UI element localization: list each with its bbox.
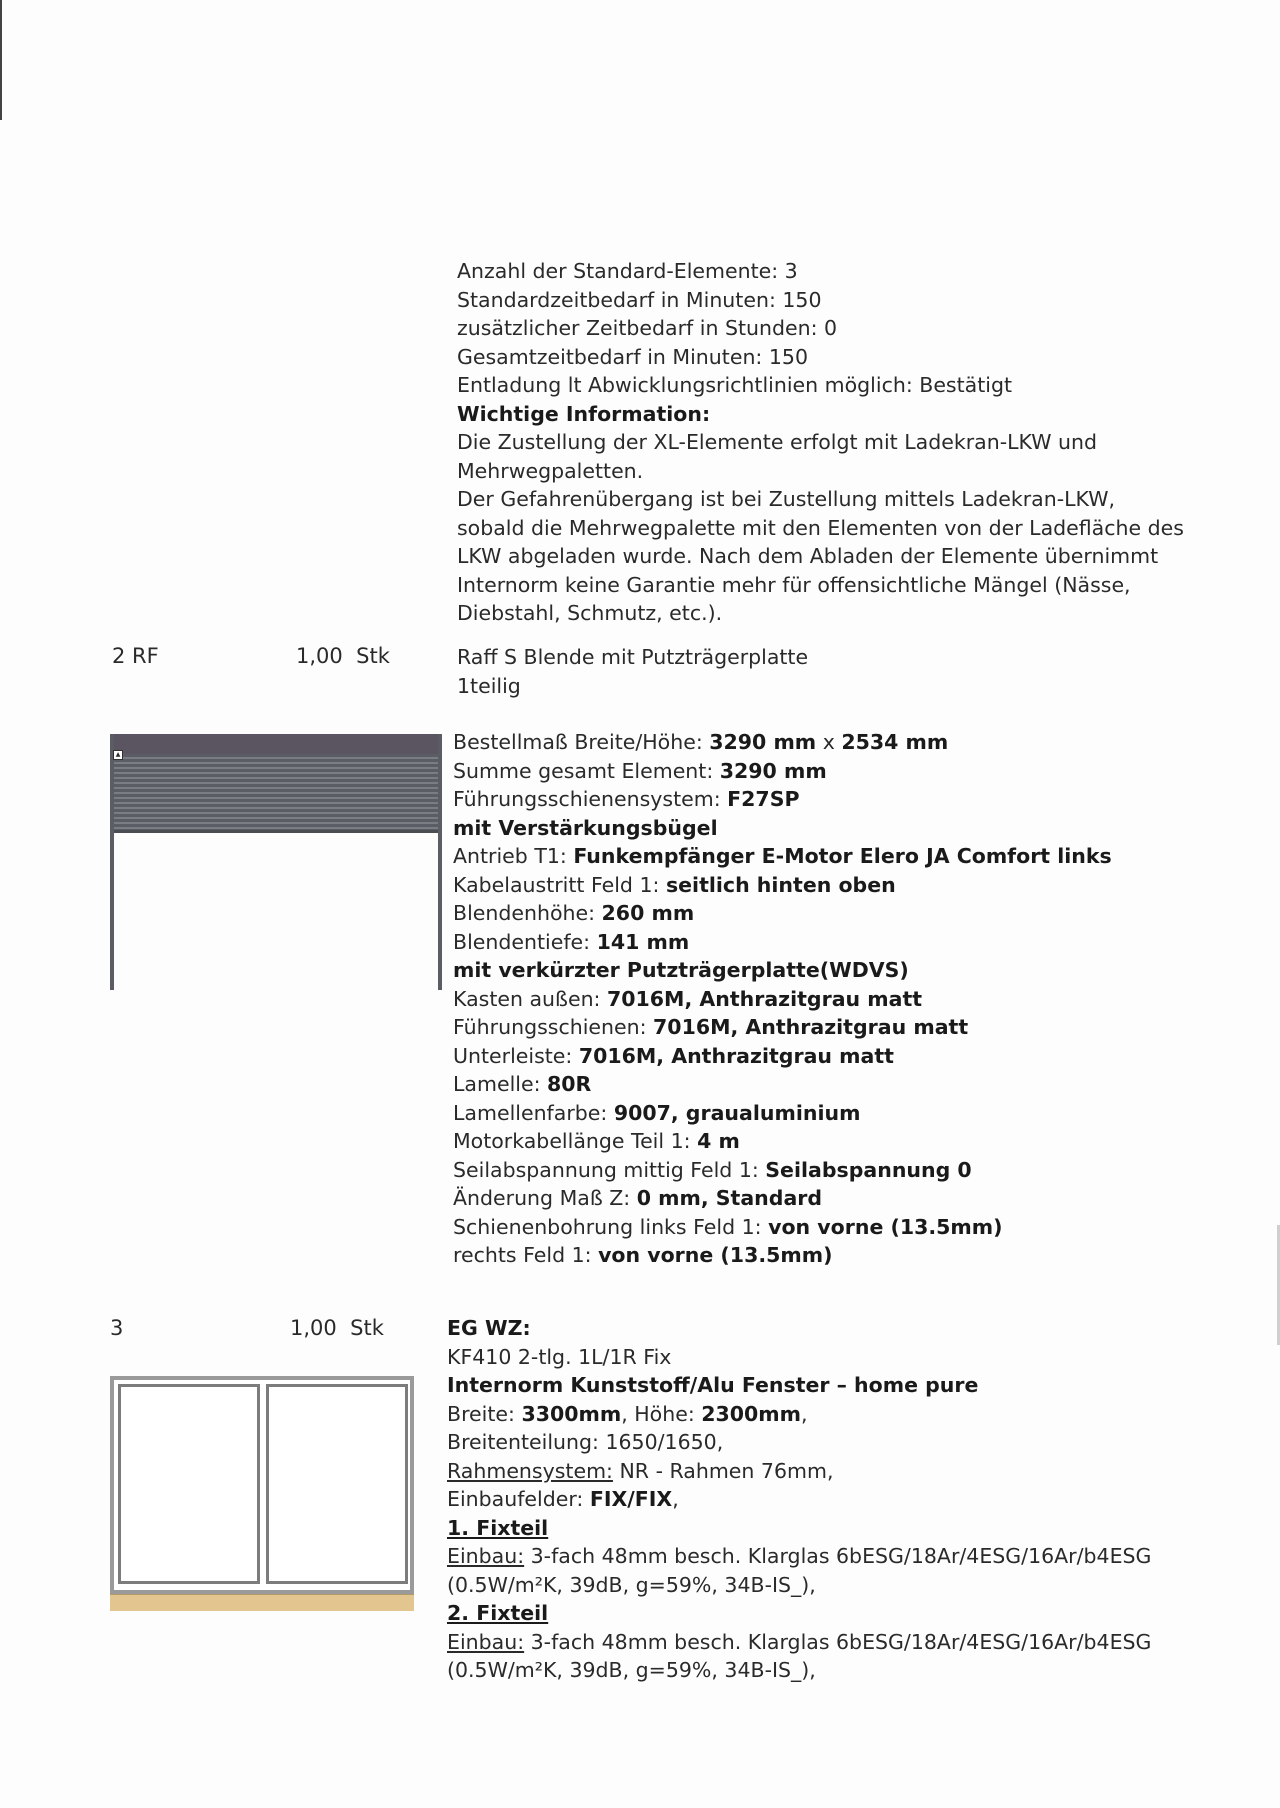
scan-edge-line — [0, 0, 2, 120]
spec-row: Unterleiste: 7016M, Anthrazitgrau matt — [453, 1043, 894, 1068]
item3-quantity — [290, 1316, 384, 1340]
info-line: Anzahl der Standard-Elemente: 3 — [457, 259, 798, 283]
item3-product: Internorm Kunststoff/Alu Fenster – home pure — [447, 1373, 979, 1397]
item3-einbau-1: Einbau: 3-fach 48mm besch. Klarglas 6bESG/18Ar/4ESG/16Ar/b4ESG — [447, 1544, 1152, 1568]
item3-dimensions: Breite: 3300mm, Höhe: 2300mm, — [447, 1401, 808, 1426]
spec-row: Antrieb T1: Funkempfänger E-Motor Elero JA Comfort links — [453, 844, 1112, 868]
spec-row: rechts Feld 1: von vorne (13.5mm) — [453, 1243, 833, 1267]
spec-row: Kabelaustritt Feld 1: seitlich hinten oben — [453, 872, 896, 897]
spec-row: Führungsschienensystem: F27SP — [453, 787, 800, 811]
shutter-guide-rail-left — [110, 734, 114, 990]
spec-row: Summe gesamt Element: 3290 mm — [453, 758, 827, 783]
item3-einbaufelder: Einbaufelder: FIX/FIX, — [447, 1487, 679, 1511]
shutter-drawing — [110, 734, 442, 990]
item2-title: Raff S Blende mit Putzträgerplatte — [457, 645, 809, 669]
item3-heading: EG WZ: — [447, 1316, 531, 1340]
info-line: Internorm keine Garantie mehr für offensichtliche Mängel (Nässe, — [457, 572, 1131, 597]
info-line: LKW abgeladen wurde. Nach dem Abladen der Elemente übernimmt — [457, 544, 1159, 568]
shutter-marker-icon: ▲ — [113, 750, 123, 760]
info-line: Gesamtzeitbedarf in Minuten: 150 — [457, 344, 808, 369]
window-drawing — [110, 1376, 414, 1610]
window-sill — [110, 1594, 414, 1611]
spec-row: Führungsschienen: 7016M, Anthrazitgrau matt — [453, 1015, 969, 1039]
spec-row: mit Verstärkungsbügel — [453, 815, 718, 840]
item3-specs — [447, 1314, 1151, 1685]
spec-row: mit verkürzter Putzträgerplatte(WDVS) — [453, 958, 909, 982]
item2-specs — [453, 728, 1112, 1270]
item2-subtitle: 1teilig — [457, 673, 521, 698]
info-line: Entladung lt Abwicklungsrichtlinien möglich: Bestätigt — [457, 373, 1013, 397]
item3-qty-unit: Stk — [350, 1316, 384, 1340]
info-line: Der Gefahrenübergang ist bei Zustellung mittels Ladekran-LKW, — [457, 487, 1116, 511]
info-line: Die Zustellung der XL-Elemente erfolgt mit Ladekran-LKW und — [457, 430, 1098, 454]
spec-row: Blendenhöhe: 260 mm — [453, 901, 695, 925]
spec-row: Schienenbohrung links Feld 1: von vorne (13.5mm) — [453, 1214, 1003, 1239]
shutter-box — [110, 734, 442, 754]
item2-quantity — [296, 644, 390, 668]
item3-einbau-1-line2: (0.5W/m²K, 39dB, g=59%, 34B-IS_), — [447, 1572, 816, 1597]
window-pane-right — [266, 1384, 408, 1584]
shutter-slats — [110, 754, 442, 830]
item3-qty-value: 1,00 — [290, 1316, 337, 1340]
item2-qty-unit: Stk — [356, 644, 390, 668]
spec-row: Motorkabellänge Teil 1: 4 m — [453, 1129, 740, 1153]
item3-einbau-2-line2: (0.5W/m²K, 39dB, g=59%, 34B-IS_), — [447, 1658, 816, 1682]
spec-row: Änderung Maß Z: 0 mm, Standard — [453, 1186, 823, 1210]
item2-qty-value: 1,00 — [296, 644, 343, 668]
info-line: Diebstahl, Schmutz, etc.). — [457, 601, 723, 625]
item3-einbau-2: Einbau: 3-fach 48mm besch. Klarglas 6bESG/18Ar/4ESG/16Ar/b4ESG — [447, 1629, 1152, 1654]
item3-fixteil-1: 1. Fixteil — [447, 1515, 549, 1540]
spec-row: Kasten außen: 7016M, Anthrazitgrau matt — [453, 986, 923, 1011]
info-line: Mehrwegpaletten. — [457, 458, 644, 483]
item3-breitenteilung: Breitenteilung: 1650/1650, — [447, 1430, 724, 1454]
shutter-bottom-rail — [110, 830, 442, 833]
spec-row: Seilabspannung mittig Feld 1: Seilabspannung 0 — [453, 1157, 972, 1182]
window-pane-left — [118, 1384, 260, 1584]
info-block — [457, 257, 1184, 628]
spec-row: Lamelle: 80R — [453, 1072, 592, 1096]
item3-fixteil-2: 2. Fixteil — [447, 1601, 549, 1625]
item2-position: 2 RF — [112, 644, 159, 668]
info-line: Standardzeitbedarf in Minuten: 150 — [457, 287, 822, 312]
spec-row: Bestellmaß Breite/Höhe: 3290 mm x 2534 mm — [453, 730, 949, 754]
item3-rahmensystem: Rahmensystem: NR - Rahmen 76mm, — [447, 1458, 834, 1483]
item2-title-block — [457, 643, 808, 700]
info-heading: Wichtige Information: — [457, 401, 711, 426]
spec-row: Lamellenfarbe: 9007, graualuminium — [453, 1100, 861, 1125]
item3-position: 3 — [110, 1316, 124, 1340]
spec-row: Blendentiefe: 141 mm — [453, 929, 690, 954]
item3-model: KF410 2-tlg. 1L/1R Fix — [447, 1344, 672, 1369]
info-line: sobald die Mehrwegpalette mit den Elementen von der Ladefläche des — [457, 515, 1184, 540]
shutter-guide-rail-right — [438, 734, 442, 990]
info-line: zusätzlicher Zeitbedarf in Stunden: 0 — [457, 316, 838, 340]
